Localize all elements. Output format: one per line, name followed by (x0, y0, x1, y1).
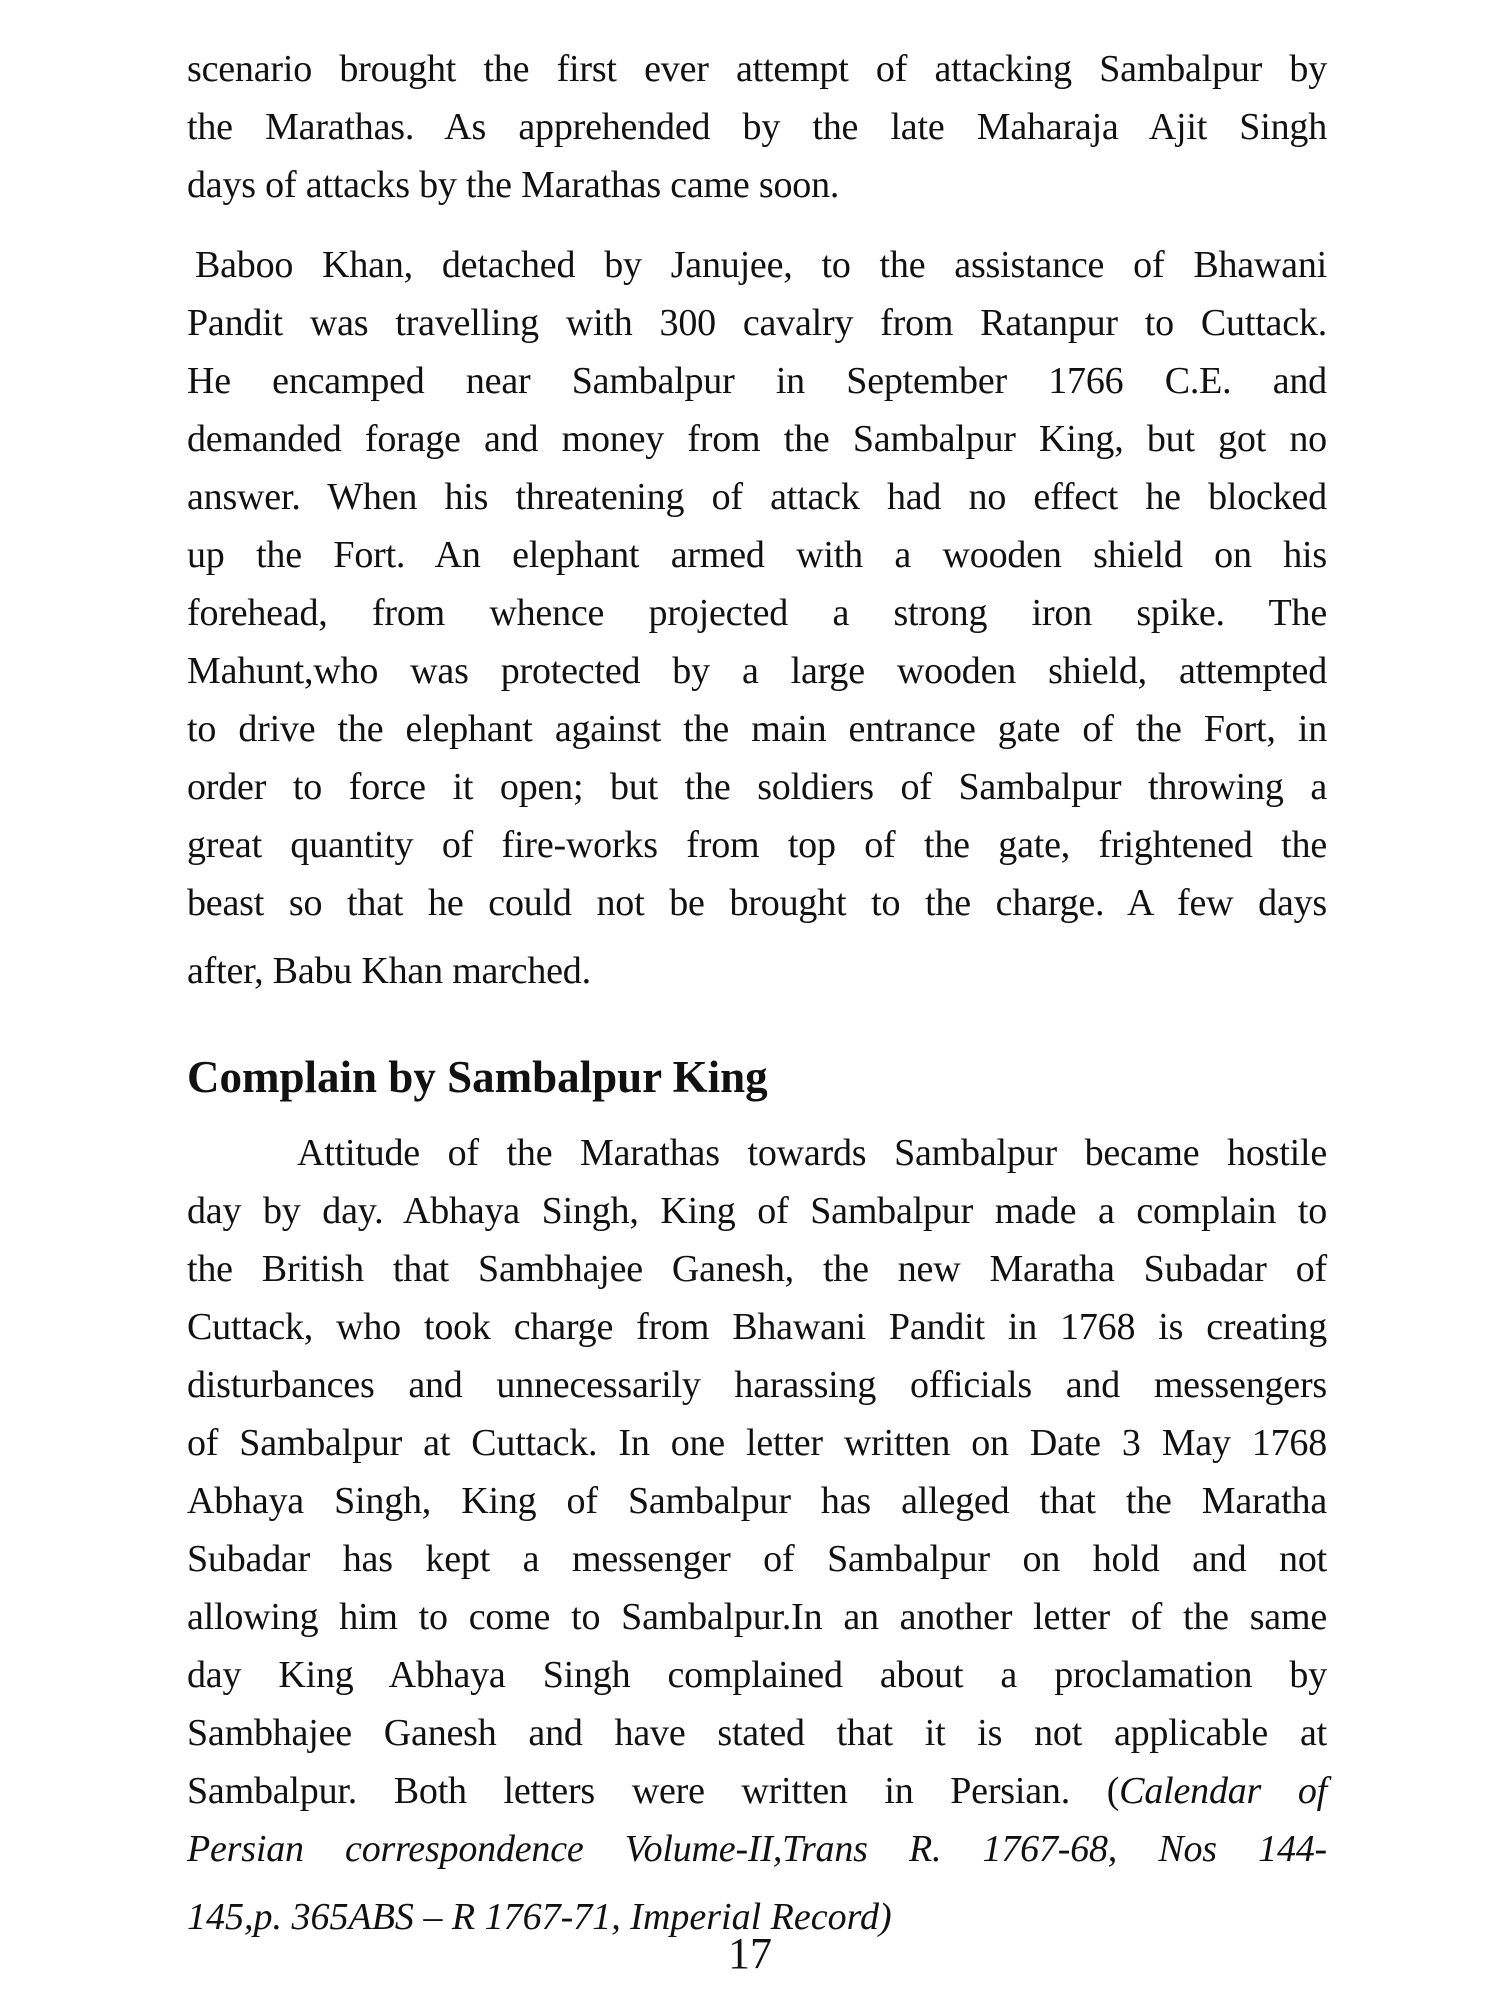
text-line: Pandit was travelling with 300 cavalry from Ratanpur to Cuttack. (187, 302, 1327, 344)
document-page (187, 40, 1327, 1968)
text-line-with-citation (187, 1762, 1327, 1820)
text-segment: Sambalpur. Both letters were written in Persian. ( (187, 1770, 1120, 1812)
text-line: up the Fort. An elephant armed with a wooden shield on his (187, 534, 1327, 576)
text-line: day King Abhaya Singh complained about a proclamation by (187, 1654, 1327, 1696)
text-line: Sambhajee Ganesh and have stated that it is not applicable at (187, 1712, 1327, 1754)
text-line: Attitude of the Marathas towards Sambalpur became hostile (297, 1132, 1327, 1174)
text-line: Cuttack, who took charge from Bhawani Pandit in 1768 is creating (187, 1306, 1327, 1348)
text-line: disturbances and unnecessarily harassing officials and messengers (187, 1364, 1327, 1406)
text-line: forehead, from whence projected a strong iron spike. The (187, 592, 1327, 634)
text-line: allowing him to come to Sambalpur.In an another letter of the same (187, 1596, 1327, 1638)
paragraph-3 (187, 1124, 1327, 1946)
text-line: beast so that he could not be brought to the charge. A few days (187, 882, 1327, 924)
paragraph-2 (187, 236, 1327, 1000)
text-line: order to force it open; but the soldiers of Sambalpur throwing a (187, 766, 1327, 808)
text-line: great quantity of fire-works from top of the gate, frightened the (187, 824, 1327, 866)
paragraph-1 (187, 40, 1327, 214)
text-line: the British that Sambhajee Ganesh, the new Maratha Subadar of (187, 1248, 1327, 1290)
text-line: Subadar has kept a messenger of Sambalpur on hold and not (187, 1538, 1327, 1580)
text-line: Mahunt,who was protected by a large wooden shield, attempted (187, 650, 1327, 692)
text-line: days of attacks by the Marathas came soon. (187, 164, 840, 206)
text-line: Abhaya Singh, King of Sambalpur has alleged that the Maratha (187, 1480, 1327, 1522)
citation-segment: Calendar of (1119, 1770, 1327, 1812)
text-line: Baboo Khan, detached by Janujee, to the assistance of Bhawani (195, 244, 1327, 286)
text-line: the Marathas. As apprehended by the late Maharaja Ajit Singh (187, 106, 1327, 148)
text-line: after, Babu Khan marched. (187, 950, 591, 992)
citation-line: 145,p. 365ABS – R 1767-71, Imperial Record) (187, 1896, 892, 1938)
text-line: of Sambalpur at Cuttack. In one letter written on Date 3 May 1768 (187, 1422, 1327, 1464)
page-number: 17 (728, 1929, 772, 1978)
text-line: answer. When his threatening of attack had no effect he blocked (187, 476, 1327, 518)
text-line: demanded forage and money from the Sambalpur King, but got no (187, 418, 1327, 460)
citation-line: Persian correspondence Volume-II,Trans R. 1767-68, Nos 144- (187, 1828, 1327, 1870)
text-line: He encamped near Sambalpur in September 1766 C.E. and (187, 360, 1327, 402)
section-heading: Complain by Sambalpur King (187, 1052, 768, 1102)
text-line: day by day. Abhaya Singh, King of Sambalpur made a complain to (187, 1190, 1327, 1232)
text-line: to drive the elephant against the main entrance gate of the Fort, in (187, 708, 1327, 750)
text-line: scenario brought the first ever attempt of attacking Sambalpur by (187, 48, 1327, 90)
